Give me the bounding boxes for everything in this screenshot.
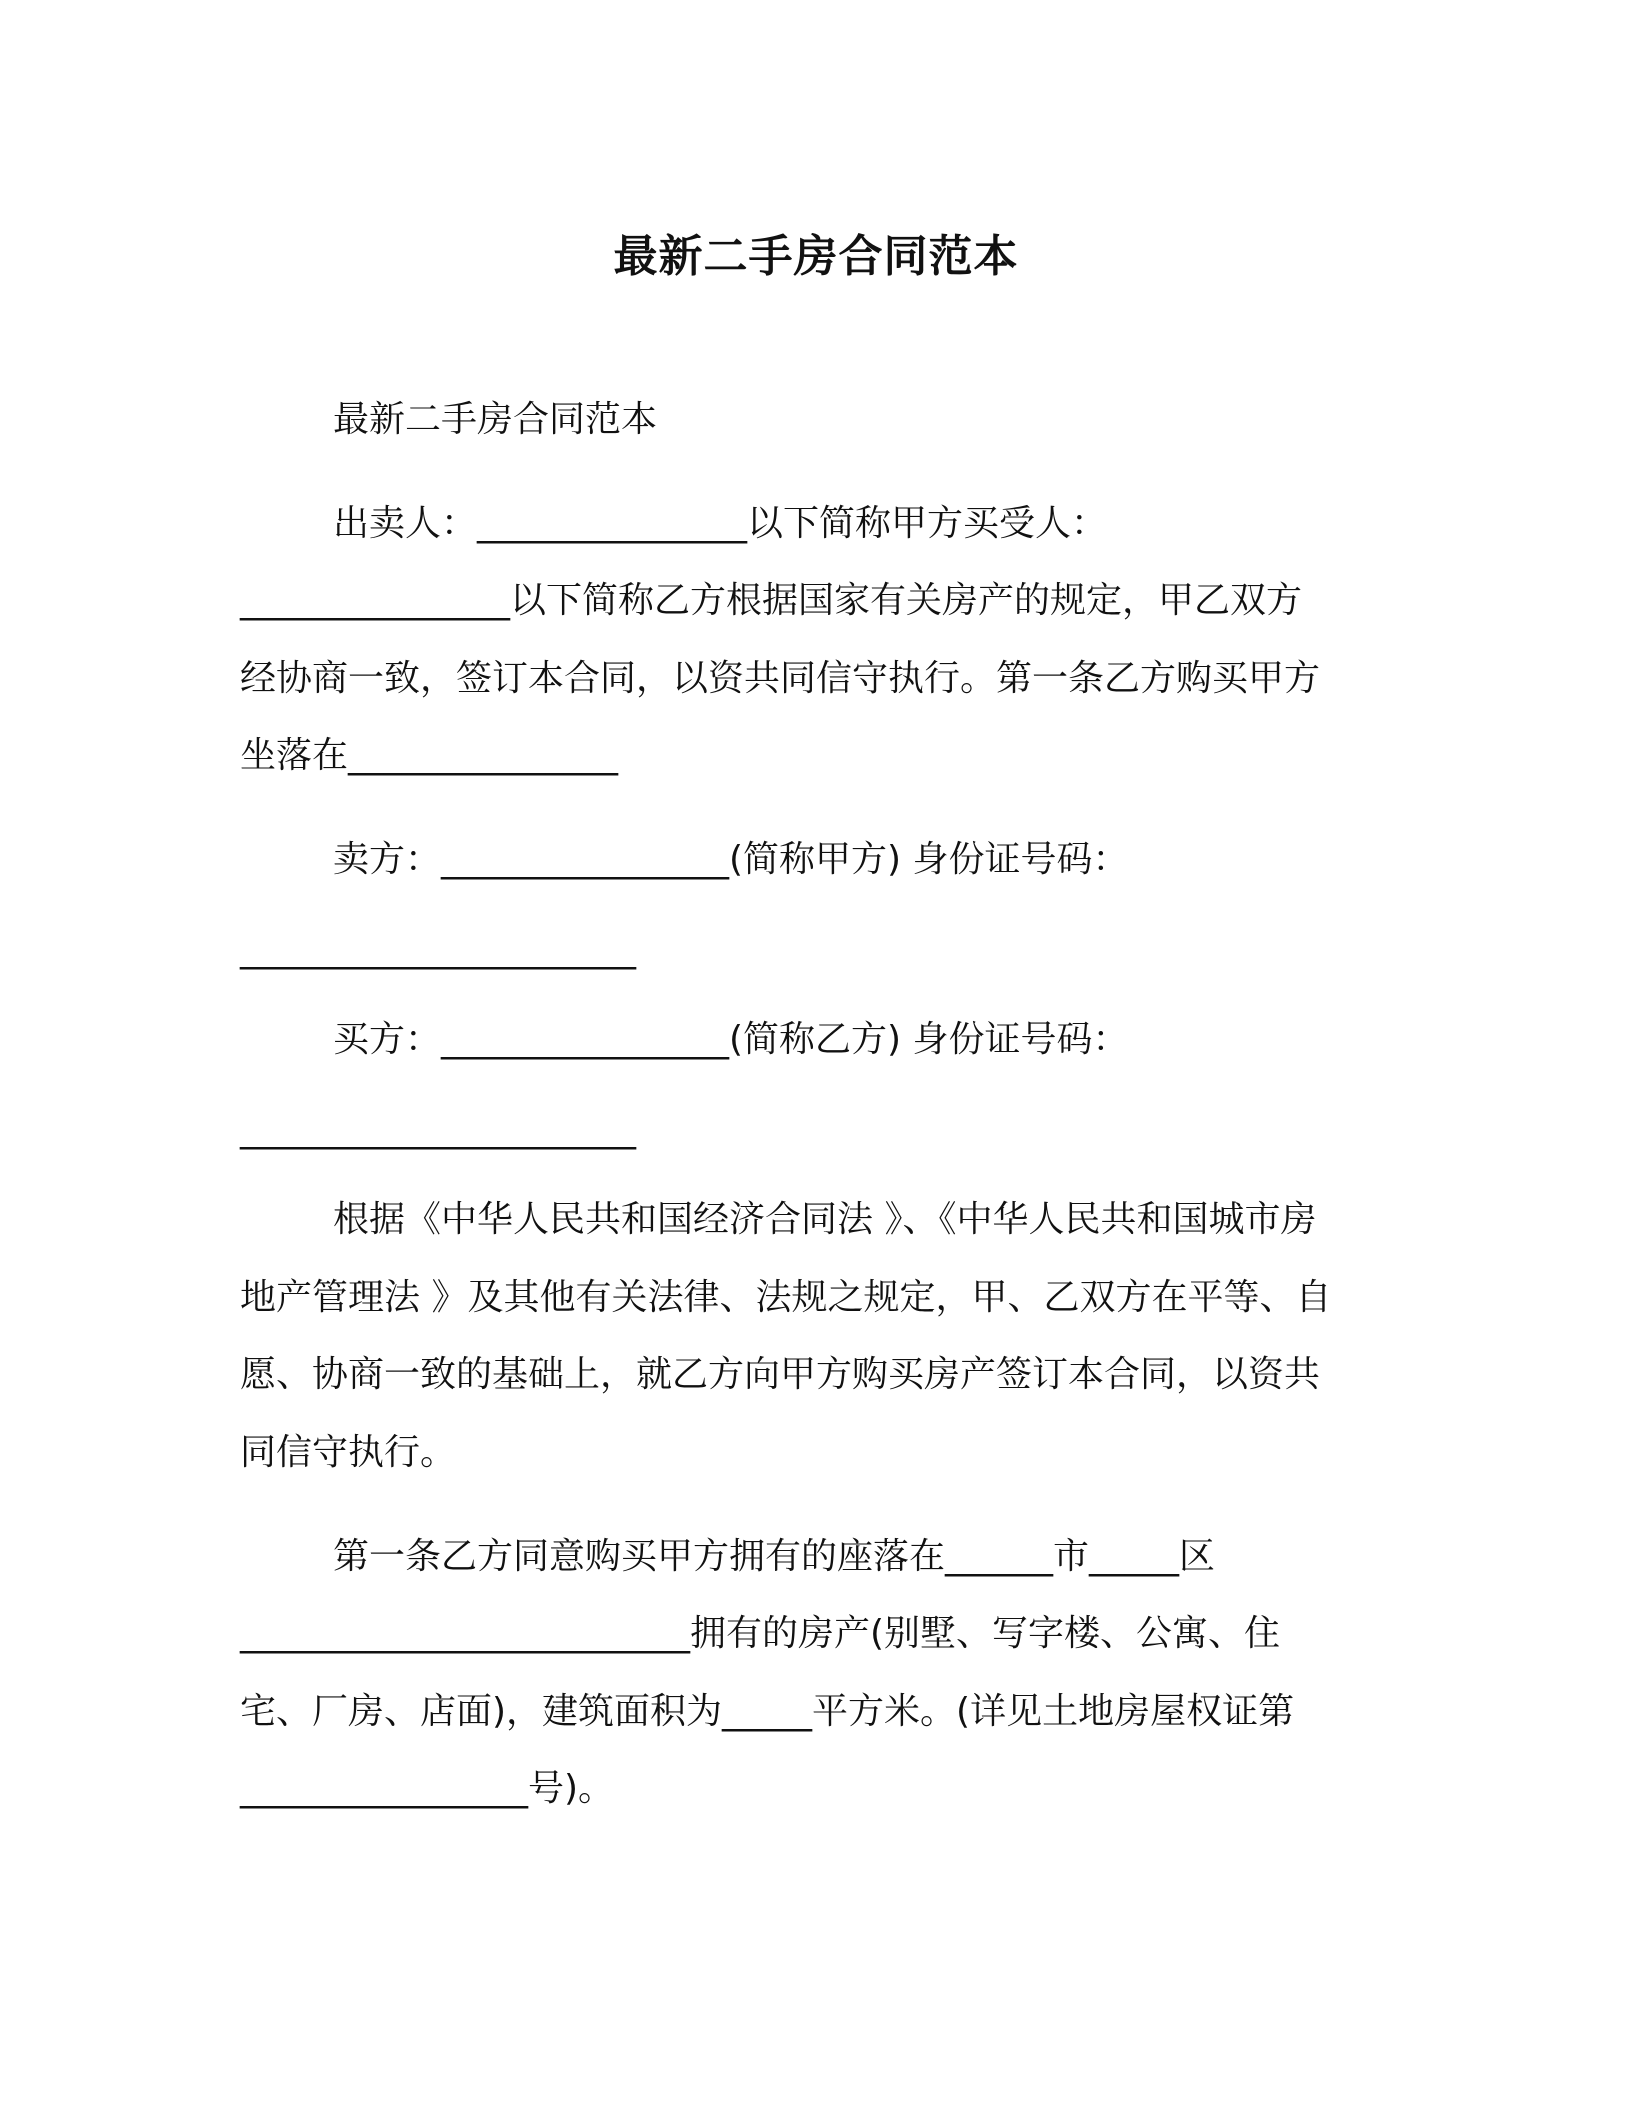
document-subtitle: 最新二手房合同范本 <box>333 399 658 440</box>
paragraph-2-line-1: 根据《中华人民共和国经济合同法 》、《中华人民共和国城市房 <box>333 1199 1317 1240</box>
paragraph-1-line-3: 经协商一致，签订本合同，以资共同信守执行。第一条乙方购买甲方 <box>240 658 1321 699</box>
paragraph-3-line-4: ________________号)。 <box>240 1768 615 1809</box>
paragraph-2-line-2: 地产管理法 》及其他有关法律、法规之规定，甲、乙双方在平等、自 <box>240 1277 1332 1318</box>
seller-id-line: ______________________ <box>240 929 636 970</box>
paragraph-1-line-1: 出卖人：_______________以下简称甲方买受人： <box>333 503 1108 544</box>
seller-line: 卖方：________________(简称甲方) 身份证号码： <box>333 839 1129 880</box>
paragraph-3-line-1: 第一条乙方同意购买甲方拥有的座落在______市_____区 <box>333 1536 1216 1577</box>
document-title: 最新二手房合同范本 <box>613 231 1019 282</box>
buyer-id-line: ______________________ <box>240 1109 636 1150</box>
paragraph-3-line-2: _________________________拥有的房产(别墅、写字楼、公寓、住 <box>240 1613 1281 1654</box>
paragraph-2-line-3: 愿、协商一致的基础上，就乙方向甲方购买房产签订本合同，以资共 <box>240 1354 1321 1395</box>
paragraph-2-line-4: 同信守执行。 <box>240 1432 457 1473</box>
paragraph-1-line-2: _______________以下简称乙方根据国家有关房产的规定，甲乙双方 <box>240 580 1303 621</box>
paragraph-1-line-4: 坐落在_______________ <box>240 735 619 776</box>
buyer-line: 买方：________________(简称乙方) 身份证号码： <box>333 1019 1129 1060</box>
paragraph-3-line-3: 宅、厂房、店面)，建筑面积为_____平方米。(详见土地房屋权证第 <box>240 1691 1295 1732</box>
